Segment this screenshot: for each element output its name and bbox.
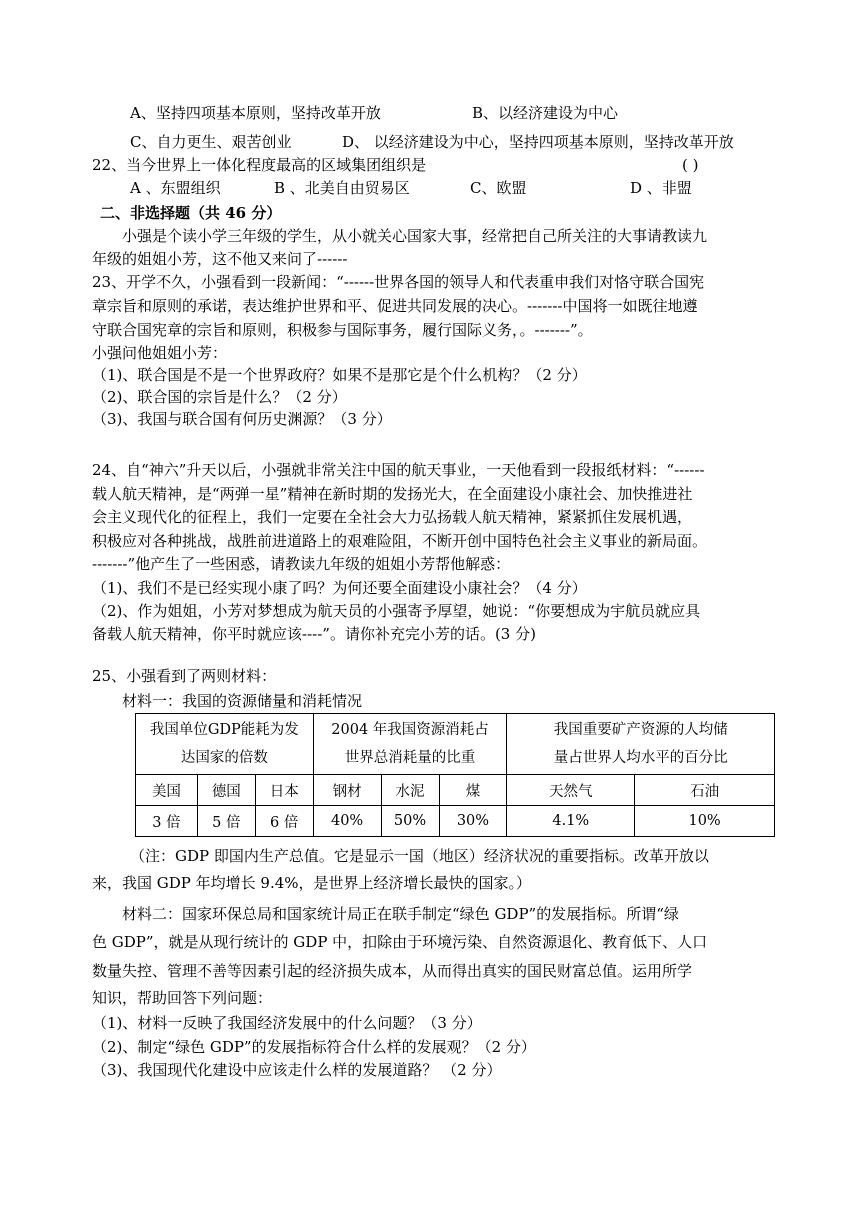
table-cell: 水泥: [381, 775, 439, 806]
q24-text-line-5: -------”他产生了一些困惑，请教读九年级的姐姐小芳帮他解惑：: [92, 555, 511, 573]
q22-option-d: D 、非盟: [630, 179, 692, 197]
q25-sub-question-1: （1)、材料一反映了我国经济发展中的什么问题？（3 分）: [92, 1014, 482, 1032]
section-heading: 二、非选择题（共 46 分）: [100, 204, 282, 222]
q22-stem: 22、当今世界上一体化程度最高的区域集团组织是: [92, 156, 427, 174]
q23-sub-question-1: （1)、联合国是不是一个世界政府？如果不是那它是个什么机构？（2 分）: [92, 366, 587, 384]
q24-sub-question-2-line-2: 备载人航天精神，你平时就应该----”。请你补充完小芳的话。(3 分): [92, 625, 536, 643]
q24-sub-question-2-line-1: （2)、作为姐姐，小芳对梦想成为航天员的小强寄予厚望，她说：“你要想成为宇航员就应具: [92, 602, 701, 620]
q21-option-d: D、 以经济建设为中心，坚持四项基本原则，坚持改革开放: [342, 133, 734, 151]
table-header-reserves: 我国重要矿产资源的人均储 量占世界人均水平的百分比: [507, 714, 775, 775]
q21-option-b: B、以经济建设为中心: [472, 104, 619, 122]
table-cell: 天然气: [507, 775, 635, 806]
resource-table: [135, 713, 775, 837]
q24-text-line-2: 载人航天精神，是“两弹一星”精神在新时期的发扬光大，在全面建设小康社会、加快推进社: [92, 485, 693, 503]
section-intro-line-1: 小强是个读小学三年级的学生，从小就关心国家大事，经常把自己所关注的大事请教读九: [122, 227, 708, 245]
q23-sub-question-2: （2)、联合国的宗旨是什么？（2 分）: [92, 388, 347, 406]
material-2-line-3: 数量失控、管理不善等因素引起的经济损失成本，从而得出真实的国民财富总值。运用所学: [92, 962, 693, 980]
q24-text-line-3: 会主义现代化的征程上，我们一定要在全社会大力弘扬载人航天精神，紧紧抓住发展机遇，: [92, 508, 693, 526]
table-cell: 10%: [635, 806, 775, 837]
table-cell: 6 倍: [255, 806, 313, 837]
table-cell: 石油: [635, 775, 775, 806]
table-header-row: [136, 714, 775, 775]
table-cell: 钢材: [313, 775, 381, 806]
material-2-line-2: 色 GDP”，就是从现行统计的 GDP 中，扣除由于环境污染、自然资源退化、教育低下、人口: [92, 933, 708, 951]
q23-text-line-3: 守联合国宪章的宗旨和原则，积极参与国际事务，履行国际义务，。-------”。: [92, 321, 593, 339]
q23-text-line-1: 23、开学不久，小强看到一段新闻：“------世界各国的领导人和代表重申我们对恪守联合国宪: [92, 273, 705, 291]
table-cell: 3 倍: [136, 806, 198, 837]
table-cell: 日本: [255, 775, 313, 806]
q22-answer-bracket: ( ): [682, 156, 699, 174]
table-cell: 德国: [197, 775, 255, 806]
table-value-row: [136, 806, 775, 837]
q25-stem: 25、小强看到了两则材料：: [92, 667, 277, 685]
q23-sub-question-3: （3)、我国与联合国有何历史渊源？（3 分）: [92, 410, 392, 428]
table-header-consumption: 2004 年我国资源消耗占 世界总消耗量的比重: [313, 714, 507, 775]
q22-option-a: A 、东盟组织: [130, 179, 221, 197]
table-cell: 煤: [439, 775, 507, 806]
material-1-note-line-2: 来，我国 GDP 年均增长 9.4%，是世界上经济增长最快的国家。）: [92, 874, 532, 892]
q25-sub-question-2: （2)、制定“绿色 GDP”的发展指标符合什么样的发展观？（2 分）: [92, 1038, 536, 1056]
table-header-energy: 我国单位GDP能耗为发 达国家的倍数: [136, 714, 314, 775]
material-1-title: 材料一：我国的资源储量和消耗情况: [122, 692, 363, 710]
q24-text-line-4: 积极应对各种挑战，战胜前进道路上的艰难险阻，不断开创中国特色社会主义事业的新局面。: [92, 532, 708, 550]
material-2-line-4: 知识，帮助回答下列问题：: [92, 989, 273, 1007]
q21-option-c: C、自力更生、艰苦创业: [130, 133, 292, 151]
table-cell: 美国: [136, 775, 198, 806]
q23-ask: 小强问他姐姐小芳：: [92, 344, 228, 362]
table-cell: 5 倍: [197, 806, 255, 837]
q21-option-a: A、坚持四项基本原则，坚持改革开放: [130, 104, 381, 122]
q24-sub-question-1: （1)、我们不是已经实现小康了吗？为何还要全面建设小康社会？（4 分）: [92, 579, 587, 597]
table-cell: 30%: [439, 806, 507, 837]
q25-sub-question-3: （3)、我国现代化建设中应该走什么样的发展道路？ （2 分）: [92, 1061, 502, 1079]
table-subheader-row: [136, 775, 775, 806]
table-cell: 40%: [313, 806, 381, 837]
q24-text-line-1: 24、自“神六”升天以后，小强就非常关注中国的航天事业，一天他看到一段报纸材料：“------: [92, 461, 705, 479]
material-2-line-1: 材料二：国家环保总局和国家统计局正在联手制定“绿色 GDP”的发展指标。所谓“绿: [122, 905, 679, 923]
material-1-note-line-1: （注：GDP 即国内生产总值。它是显示一国（地区）经济状况的重要指标。改革开放以: [130, 847, 709, 865]
table-cell: 4.1%: [507, 806, 635, 837]
q22-option-b: B 、北美自由贸易区: [274, 179, 410, 197]
section-intro-line-2: 年级的姐姐小芳，这不他又来问了------: [92, 250, 348, 268]
q22-option-c: C、欧盟: [470, 179, 527, 197]
q23-text-line-2: 章宗旨和原则的承诺，表达维护世界和平、促进共同发展的决心。-------中国将一如既往地遵: [92, 297, 698, 315]
table-cell: 50%: [381, 806, 439, 837]
